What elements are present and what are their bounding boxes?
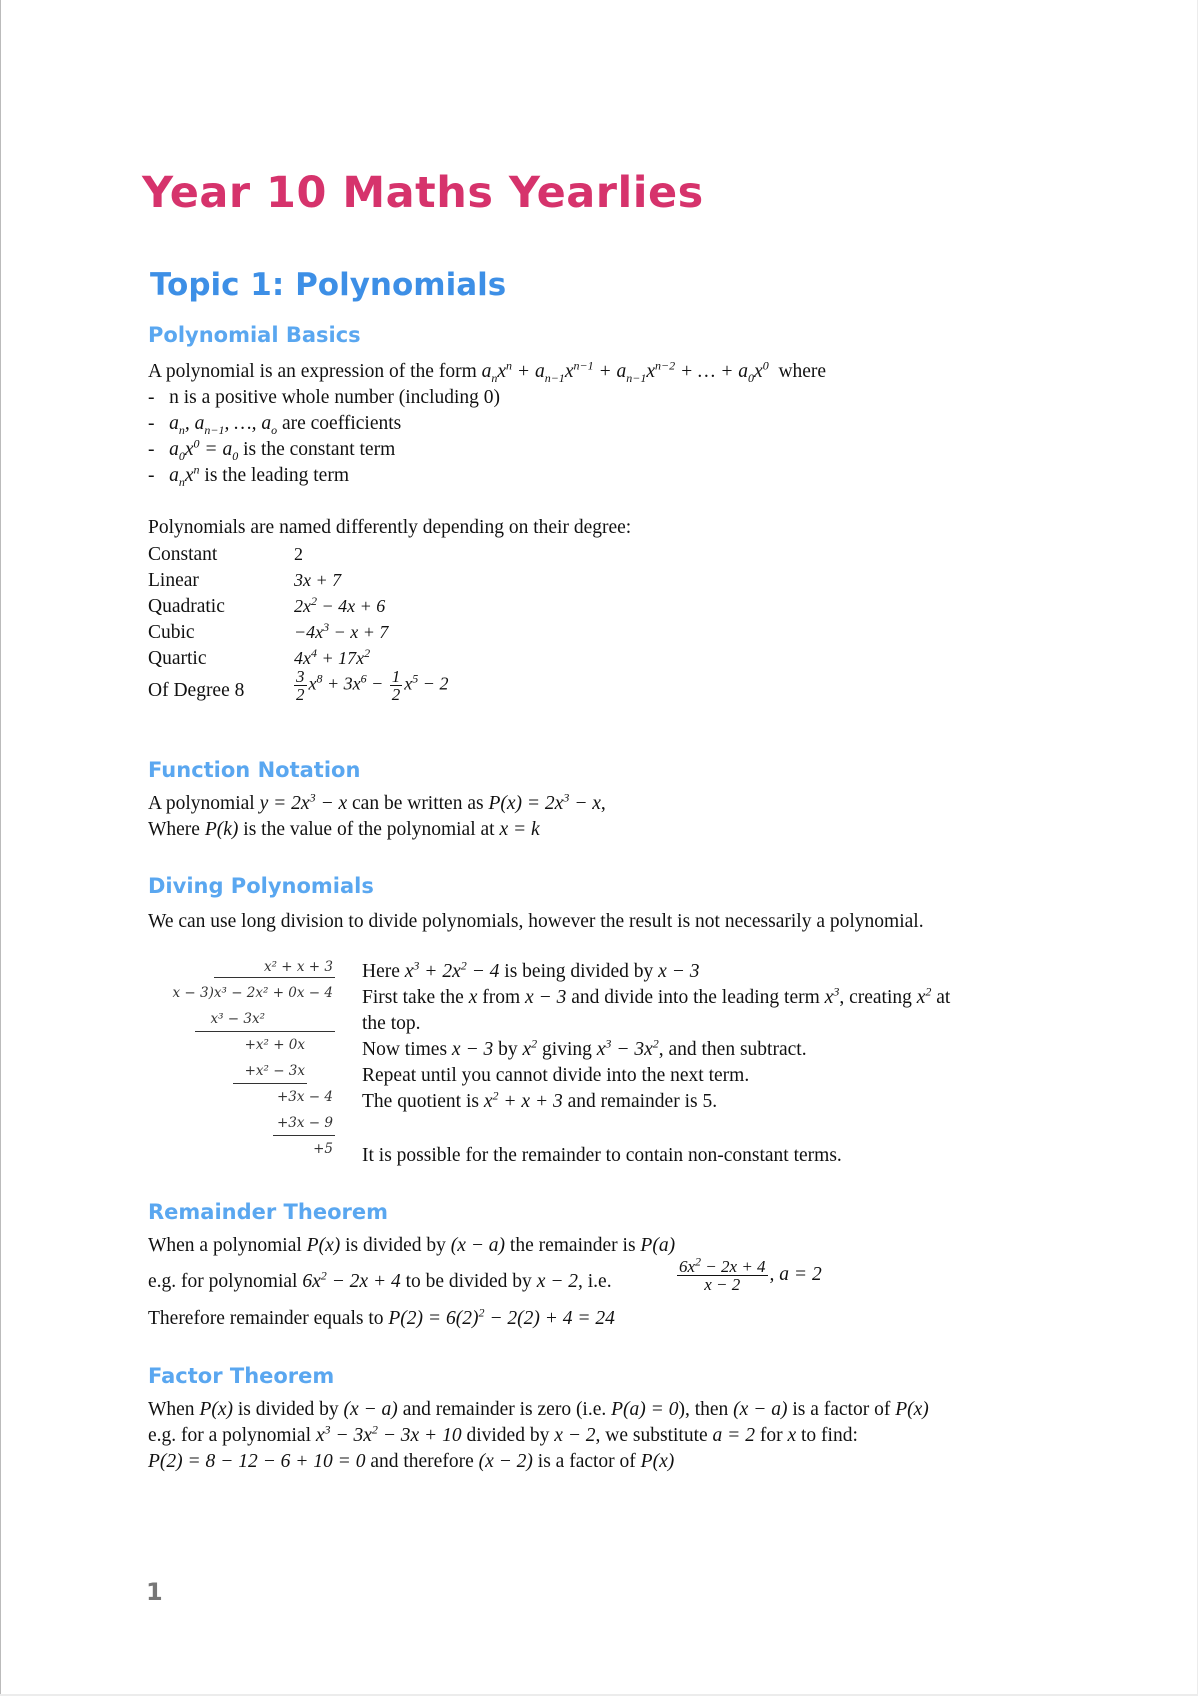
remainder-line: When a polynomial P(x) is divided by (x − a) the remainder is P(a) [148, 1235, 676, 1256]
topic-heading: Topic 1: Polynomials [150, 267, 507, 303]
basics-intro-prefix: A polynomial is an expression of the form [148, 361, 477, 382]
bullet-text: is the leading term [204, 465, 349, 486]
factor-line: e.g. for a polynomial $x^3 - 3x^2 - 3x + 10$ divided by x − 2, we substitute a = 2 for x to find: [148, 1422, 858, 1446]
ld-subtract-line [233, 1083, 307, 1084]
notation-line: A polynomial $y = 2x^3 - x$ can be written as $P(x) = 2x^3 - x$, [148, 790, 606, 814]
degree-example: 2 [294, 544, 303, 564]
section-heading-division: Diving Polynomials [148, 874, 374, 898]
basics-bullet: - $a_0x^0 = a_0$ is the constant term [148, 436, 396, 463]
ld-quotient: x² + x + 3 [263, 959, 333, 975]
ld-row: +3x − 9 [277, 1115, 333, 1131]
ld-row: x³ − 3x² [210, 1011, 265, 1027]
section-heading-factor: Factor Theorem [148, 1364, 335, 1388]
ld-subtract-line [273, 1135, 335, 1136]
ld-row: +x² + 0x [244, 1037, 305, 1053]
degree-name: Quartic [148, 648, 207, 669]
remainder-line: Therefore remainder equals to $P(2) = 6(2)^2 - 2(2) + 4 = 24$ [148, 1305, 615, 1329]
ld-row: +x² − 3x [244, 1063, 305, 1079]
degree-names-intro: Polynomials are named differently depending on their degree: [148, 517, 632, 538]
factor-line: P(2) = 8 − 12 − 6 + 10 = 0 and therefore (x − 2) is a factor of P(x) [148, 1451, 675, 1472]
degree-name: Linear [148, 570, 199, 591]
basics-intro [148, 358, 827, 385]
division-step: the top. [362, 1013, 421, 1034]
remainder-line: e.g. for polynomial $6x^2 - 2x + 4$ to be divided by x − 2, i.e. [148, 1268, 612, 1292]
bullet-text: is the constant term [243, 439, 396, 460]
division-step: Repeat until you cannot divide into the next term. [362, 1065, 750, 1086]
degree-name: Constant [148, 544, 218, 565]
ld-subtract-line [195, 1031, 335, 1032]
ld-remainder: +5 [313, 1141, 333, 1157]
basics-bullet: - $a_nx^n$ is the leading term [148, 462, 349, 489]
degree-example: $4x^4 + 17x^2$ [294, 646, 371, 668]
degree-name: Of Degree 8 [148, 680, 245, 701]
basics-intro-suffix: where [778, 361, 827, 382]
division-note: It is possible for the remainder to contain non-constant terms. [362, 1145, 842, 1166]
degree-name: Quadratic [148, 596, 225, 617]
notation-line: Where P(k) is the value of the polynomial at x = k [148, 819, 540, 840]
degree-example: $\frac{3}{2}$ $x^8 + 3x^6$ − $\frac{1}{2}$ $x^5 - 2$ [296, 667, 449, 704]
degree-example: 3x + 7 [294, 570, 342, 590]
degree-name: Cubic [148, 622, 195, 643]
degree-example: $-4x^3 - x + 7$ [294, 620, 389, 642]
ld-bracket-line [214, 977, 335, 978]
document-title: Year 10 Maths Yearlies [142, 168, 704, 218]
section-heading-remainder: Remainder Theorem [148, 1200, 388, 1224]
general-form-formula: $a_nx^n + a_{n-1}x^{n-1} + a_{n-1}x^{n-2}$ + … + $a_0x^0$ [481, 358, 769, 385]
remainder-fraction: $\frac{6x^2 - 2x + 4}{x - 2}$ , a = 2 [679, 1254, 822, 1294]
degree-example: $2x^2 - 4x + 6$ [294, 594, 386, 616]
ld-row: +3x − 4 [277, 1089, 333, 1105]
division-step: Here $x^3 + 2x^2 - 4$ is being divided by x − 3 [362, 958, 700, 982]
factor-line: When P(x) is divided by (x − a) and remainder is zero (i.e. P(a) = 0), then (x − a) is a factor of P(x) [148, 1399, 929, 1420]
section-heading-basics: Polynomial Basics [148, 323, 361, 347]
division-step: Now times x − 3 by $x^2$ giving $x^3 - 3x^2$, and then subtract. [362, 1036, 807, 1060]
ld-dividend: x − 3)x³ − 2x² + 0x − 4 [172, 985, 333, 1001]
division-step: The quotient is $x^2 + x + 3$ and remainder is 5. [362, 1088, 718, 1112]
division-step: First take the x from x − 3 and divide into the leading term $x^3$, creating $x^2$ at [362, 984, 951, 1008]
basics-bullet: - n is a positive whole number (including 0) [148, 387, 501, 408]
section-heading-notation: Function Notation [148, 758, 361, 782]
bullet-text: are coefficients [281, 413, 402, 434]
page-number: 1 [146, 1578, 163, 1606]
bullet-text: n is a positive whole number (including 0) [169, 387, 501, 408]
division-intro: We can use long division to divide polynomials, however the result is not necessarily a polynomial. [148, 911, 924, 932]
basics-bullet: - $a_n$, $a_{n-1}$, …, $a_o$ are coefficients [148, 413, 402, 437]
